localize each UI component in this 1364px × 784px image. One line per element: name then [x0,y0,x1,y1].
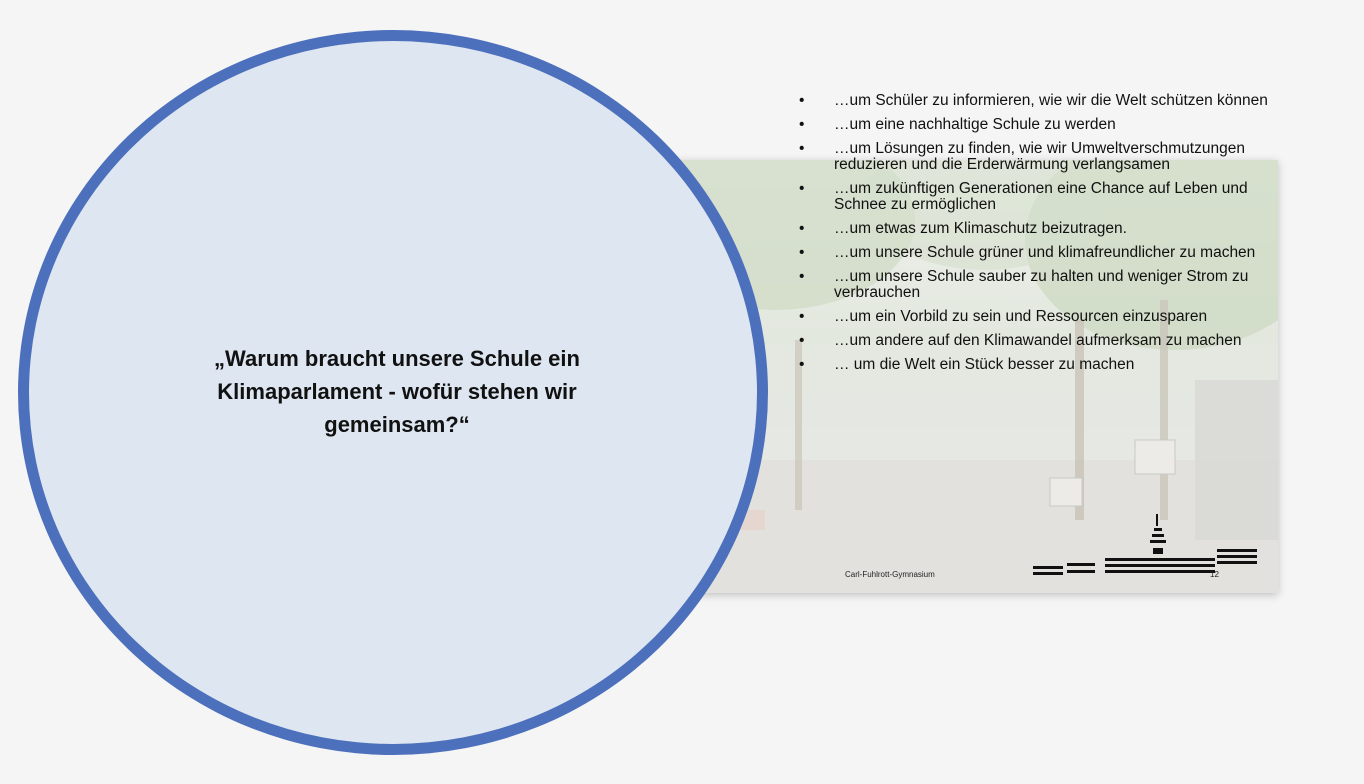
bullet-icon: • [799,220,805,237]
bullet-icon: • [799,116,805,133]
list-item [796,93,1286,109]
list-item [796,245,1286,261]
bullet-icon: • [799,180,805,197]
list-item-text: …um Schüler zu informieren, wie wir die Welt schützen können [834,92,1268,109]
slide-footer-text: Carl-Fuhlrott-Gymnasium [845,570,935,579]
bullet-icon: • [799,92,805,109]
reasons-list [796,93,1286,381]
list-item [796,181,1286,213]
list-item [796,141,1286,173]
slide-page-number: 12 [1210,570,1219,579]
list-item-text: …um eine nachhaltige Schule zu werden [834,116,1116,133]
list-item [796,333,1286,349]
bullet-icon: • [799,244,805,261]
list-item [796,269,1286,301]
list-item-text: …um andere auf den Klimawandel aufmerksam zu machen [834,332,1242,349]
list-item-text: …um ein Vorbild zu sein und Ressourcen einzusparen [834,308,1208,325]
bullet-icon: • [799,140,805,157]
bullet-icon: • [799,356,805,373]
list-item-text: …um zukünftigen Generationen eine Chance auf Leben und Schnee zu ermöglichen [834,180,1248,213]
bullet-icon: • [799,268,805,285]
bullet-icon: • [799,308,805,325]
list-item-text: …um etwas zum Klimaschutz beizutragen. [834,220,1127,237]
list-item-text: … um die Welt ein Stück besser zu machen [834,356,1135,373]
bullet-icon: • [799,332,805,349]
list-item [796,117,1286,133]
list-item [796,357,1286,373]
list-item [796,221,1286,237]
list-item-text: …um unsere Schule grüner und klimafreundlicher zu machen [834,244,1256,261]
circle-question-title: „Warum braucht unsere Schule ein Klimaparlament - wofür stehen wir gemeinsam?“ [214,346,580,437]
list-item-text: …um Lösungen zu finden, wie wir Umweltverschmutzungen reduzieren und die Erderwärmung verlangsamen [834,140,1245,173]
school-logo [1033,506,1257,578]
list-item [796,309,1286,325]
list-item-text: …um unsere Schule sauber zu halten und weniger Strom zu verbrauchen [834,268,1249,301]
